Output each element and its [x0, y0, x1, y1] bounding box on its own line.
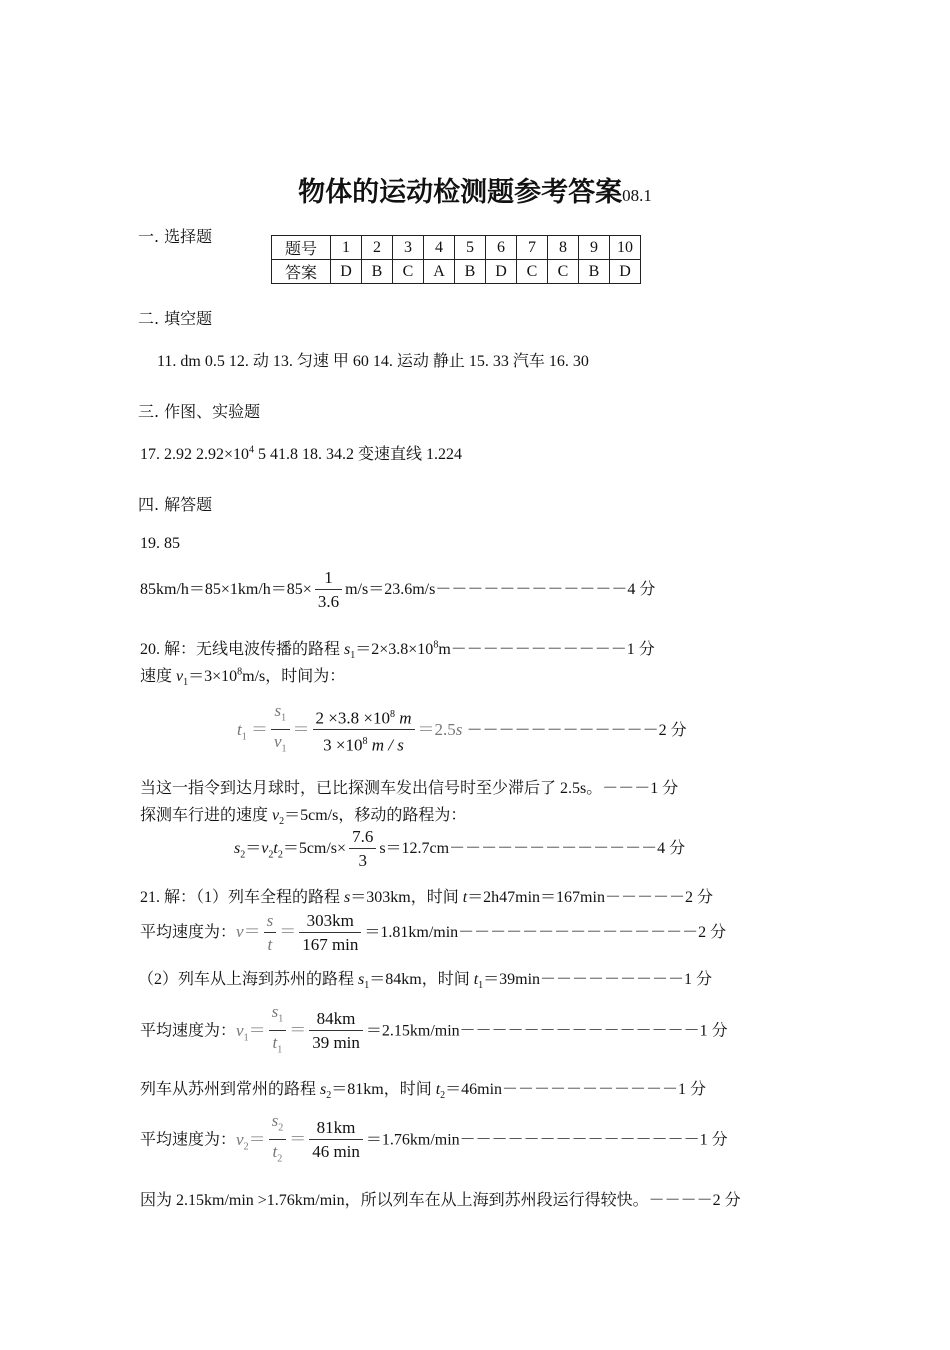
q20-l5-num: 7.6: [349, 826, 376, 849]
table-cell: B: [455, 260, 486, 284]
q19-equation: [140, 567, 655, 614]
exp-sup: 4: [249, 444, 255, 456]
row-header-answer: 答案: [272, 260, 331, 284]
table-cell: C: [517, 260, 548, 284]
q21-f3: [309, 1117, 363, 1164]
q20-l5a: ＝: [245, 840, 262, 858]
q20-line2: 速度 $v_1=3\times 10^8m/s$，时间为：: [140, 666, 346, 689]
q21-f1-num: 303km: [299, 910, 361, 933]
q19-label: 19. 85: [140, 535, 180, 552]
q21-f2-res: ＝2.15km/min－－－－－－－－－－－－－－－1 分: [365, 1022, 728, 1040]
table-cell: 10: [610, 236, 641, 260]
q20-l4a: 探测车行进的速度: [140, 807, 273, 824]
q21-avg1: 平均速度为：v＝ $\frac{s}{t}$ ＝ $\frac{303km}{167 \min}$ ＝1.81km/min－－－－－－－－－－－－－－－2 分: [140, 910, 726, 957]
q21-line3: 列车从苏州到常州的路程 $s_2=81km$，时间 $t_2=46\min-----------1$ 分: [140, 1081, 707, 1102]
q21-avg-label: 平均速度为：: [140, 1131, 237, 1149]
exp-a: 17. 2.92 2.92×10: [140, 446, 250, 463]
q20-l5-den: 3: [358, 851, 367, 870]
table-cell: D: [331, 260, 362, 284]
q19-post: m/s＝23.6m/s－－－－－－－－－－－－4 分: [345, 581, 656, 599]
q20-l2c: m/s，时间为：: [242, 668, 346, 685]
q21-avg3: 平均速度为：$v_2=$ $\frac{s_2}{t_2}$ ＝ $\frac{81km}{46 \min}$ ＝1.76km/min－－－－－－－－－－－－－－－1 分: [140, 1111, 728, 1165]
q21-line1: 21. 解：（1）列车全程的路程 s＝303km，时间 t＝2h47min＝167min－－－－－2 分: [140, 889, 713, 906]
q20-fnum-unit: m: [399, 708, 412, 728]
q21-l1a: 21. 解：（1）列车全程的路程: [140, 889, 345, 906]
q20-fraction: $\frac{2 \times 3.8 \times 10^8 m}{3 \times 10^8 m / s}$: [313, 704, 415, 758]
table-cell: 7: [517, 236, 548, 260]
section-fill: 二. 填空题: [138, 309, 213, 328]
q20-l2a: 速度: [140, 668, 177, 685]
q21-avg-label: 平均速度为：: [140, 924, 237, 942]
q20-line3: 当这一指令到达月球时，已比探测车发出信号时至少滞后了 2.5s。－－－1 分: [140, 780, 679, 797]
q20-line1: 20. 解：无线电波传播的路程 $s_1=2\times 3.8\times 10^8m-----------1$ 分: [140, 639, 655, 662]
table-cell: 3: [393, 236, 424, 260]
q20-fden: 3 ×10: [323, 736, 363, 756]
q21-avg2: 平均速度为：$v_1=$ $\frac{s_1}{t_1}$ ＝ $\frac{84km}{39 \min}$ ＝2.15km/min－－－－－－－－－－－－－－－1 分: [140, 1002, 728, 1056]
q20-l1c: m－－－－－－－－－－－1 分: [438, 641, 655, 658]
q20-l4b: ＝5cm/s，移动的路程为：: [284, 807, 467, 824]
q20-l5c: s＝12.7cm－－－－－－－－－－－－－4 分: [379, 840, 686, 858]
answer-table: [271, 235, 641, 284]
q20-l1a: 20. 解：无线电波传播的路程: [140, 641, 345, 658]
q20-fden-unit: m / s: [371, 736, 404, 756]
q21-l1c: ＝2h47min＝167min－－－－－2 分: [467, 889, 713, 906]
title-main: 物体的运动检测题参考答案: [298, 177, 623, 208]
title-suffix: 08.1: [622, 186, 652, 205]
q19-pre: 85km/h＝85×1km/h＝85×: [140, 581, 312, 599]
table-cell: 8: [548, 236, 579, 260]
q19-fraction: [315, 567, 342, 614]
row-header-number: 题号: [272, 236, 331, 260]
table-cell: A: [424, 260, 455, 284]
page-title: [0, 170, 950, 209]
q20-fnum: 2 ×3.8 ×10: [315, 708, 390, 728]
q21-l2a: （2）列车从上海到苏州的路程: [138, 971, 359, 988]
q21-f3-res: ＝1.76km/min－－－－－－－－－－－－－－－1 分: [365, 1131, 728, 1149]
table-cell: 1: [331, 236, 362, 260]
q21-line2: （2）列车从上海到苏州的路程 $s_1=84km$，时间 $t_1=39\min---------1$ 分: [138, 971, 713, 992]
q21-l3c: ＝46min－－－－－－－－－－－1 分: [445, 1081, 707, 1098]
q19-den: 3.6: [317, 592, 340, 611]
table-cell: D: [610, 260, 641, 284]
table-cell: B: [579, 260, 610, 284]
fill-answers: 11. dm 0.5 12. 动 13. 匀速 甲 60 14. 运动 静止 15. 33 汽车 16. 30: [157, 353, 589, 370]
q21-f1: [299, 910, 361, 957]
q21-l2c: ＝39min－－－－－－－－－1 分: [483, 971, 713, 988]
section-choice: 一. 选择题: [138, 227, 213, 246]
q20-formula: $t_1$ ＝ $\frac{s_1}{v_1}$ ＝ $\frac{2 \times 3.8 \times 10^8 m}{3 \times 10^8 m / s}$ ＝2.5s －－－－－－－－－－－－2 分: [237, 700, 687, 762]
exp-b: 5 41.8 18. 34.2 变速直线 1.224: [254, 446, 463, 463]
q20-line4: 探测车行进的速度 $v_2=5cm/s$，移动的路程为：: [140, 807, 467, 828]
q21-f2-den: 39 min: [312, 1033, 360, 1053]
table-cell: 6: [486, 236, 517, 260]
q21-l2b: ＝84km，时间: [369, 971, 474, 988]
section-experiment: 三. 作图、实验题: [138, 402, 261, 421]
q21-l3b: ＝81km，时间: [331, 1081, 436, 1098]
experiment-answers: [140, 441, 462, 464]
q20-l2b: ＝3×10: [188, 668, 238, 685]
table-row: [272, 236, 641, 260]
q21-l3a: 列车从苏州到常州的路程: [140, 1081, 321, 1098]
table-cell: 4: [424, 236, 455, 260]
table-cell: 5: [455, 236, 486, 260]
q21-f1-den: 167 min: [302, 935, 359, 954]
q21-f3-den: 46 min: [312, 1142, 360, 1162]
table-row: [272, 260, 641, 284]
q20-fres: ＝2.5: [417, 719, 456, 739]
table-cell: B: [362, 260, 393, 284]
q21-f1-res: ＝1.81km/min－－－－－－－－－－－－－－－2 分: [364, 924, 727, 942]
table-cell: C: [393, 260, 424, 284]
q21-avg-label: 平均速度为：: [140, 1022, 237, 1040]
q21-f3-num: 81km: [309, 1117, 363, 1140]
table-cell: D: [486, 260, 517, 284]
table-cell: 2: [362, 236, 393, 260]
table-cell: C: [548, 260, 579, 284]
q20-l5-fraction: [349, 826, 376, 873]
q20-ftail: －－－－－－－－－－－－2 分: [466, 721, 687, 739]
q20-l1b: ＝2×3.8×10: [355, 641, 434, 658]
q21-f2: [309, 1008, 363, 1055]
q21-l1b: ＝303km，时间: [350, 889, 463, 906]
q20-line5: $s_2=v_2t_2=5cm/s\times$ $\frac{7.6}{3}$ s＝12.7cm－－－－－－－－－－－－－4 分: [234, 826, 685, 873]
q19-num: 1: [315, 567, 342, 590]
section-solve: 四. 解答题: [138, 495, 213, 514]
q21-f2-num: 84km: [309, 1008, 363, 1031]
q21-conclusion: 因为 2.15km/min >1.76km/min，所以列车在从上海到苏州段运行得较快。－－－－2 分: [140, 1192, 741, 1209]
table-cell: 9: [579, 236, 610, 260]
q20-l5b: ＝5cm/s×: [282, 840, 347, 858]
